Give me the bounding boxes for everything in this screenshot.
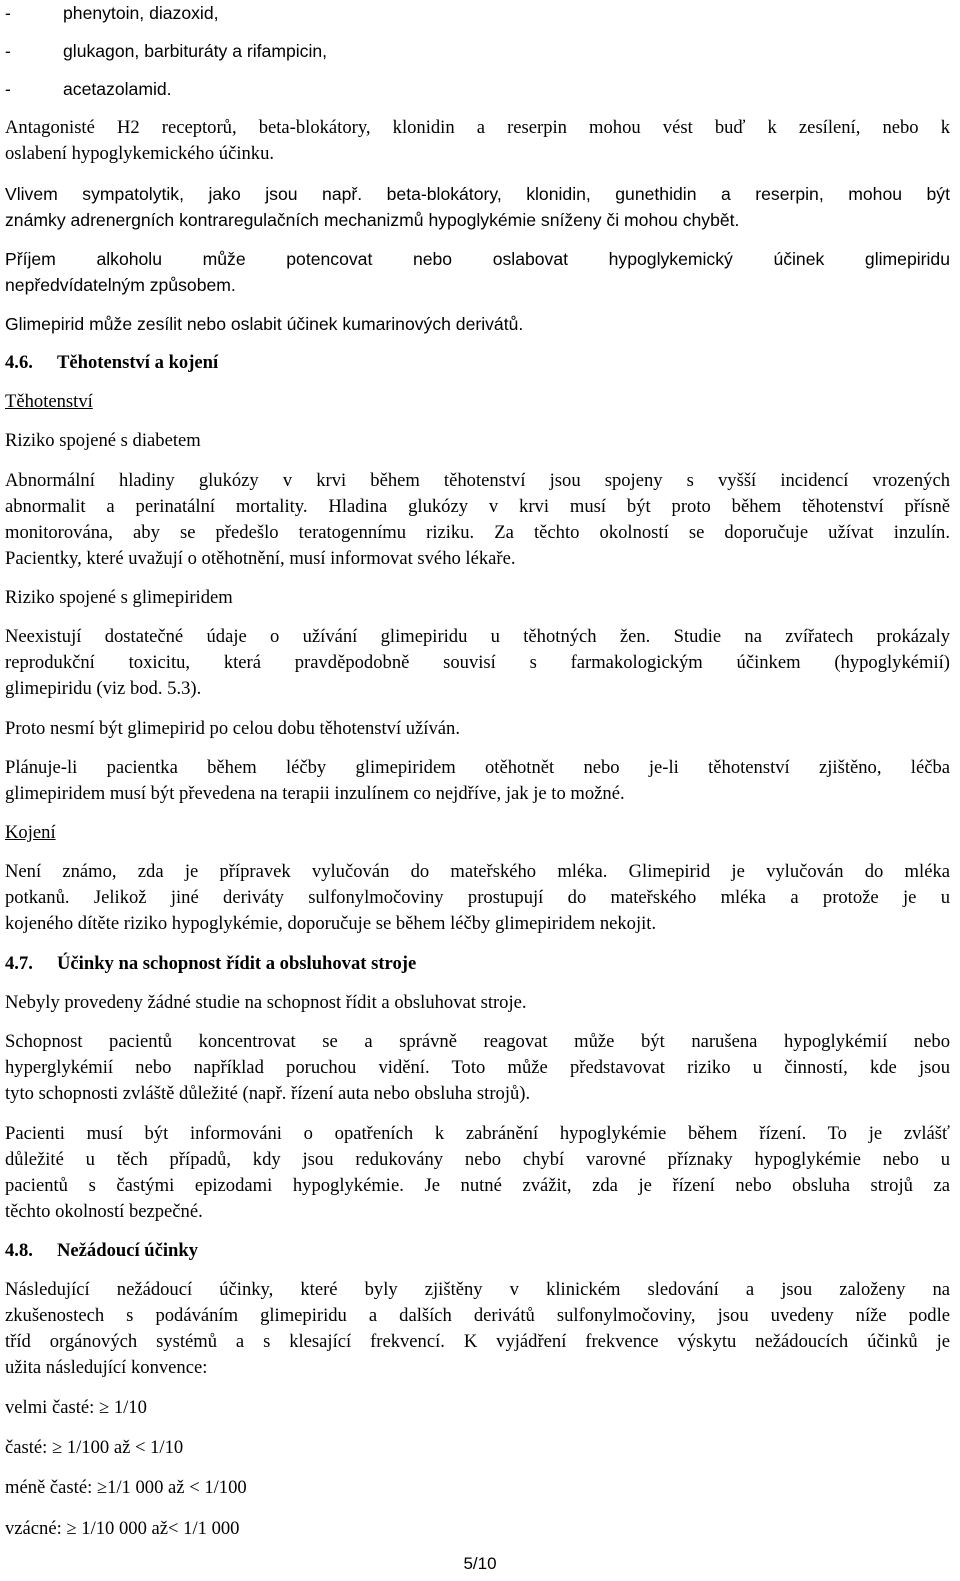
paragraph-line: potkanů. Jelikož jiné deriváty sulfonylmočoviny prostupují do mateřského mléka a protože je u <box>5 887 950 908</box>
paragraph-line: Plánuje-li pacientka během léčby glimepiridem otěhotnět nebo je-li těhotenství zjištěno, léčba <box>5 757 950 778</box>
section-heading: Těhotenství a kojení <box>57 352 219 373</box>
paragraph-line: reprodukční toxicitu, která pravděpodobně souvisí s farmakologickým účinkem (hypoglykémií) <box>5 652 950 673</box>
subsection-heading: Riziko spojené s glimepiridem <box>5 587 233 608</box>
subsection-heading: Těhotenství <box>5 391 93 412</box>
subsection-heading: Riziko spojené s diabetem <box>5 430 201 451</box>
paragraph-line: Antagonisté H2 receptorů, beta-blokátory, klonidin a reserpin mohou vést buď k zesílení, nebo k <box>5 117 950 138</box>
paragraph-line: Pacienti musí být informováni o opatřeních k zabránění hypoglykémie během řízení. To je zvlášť <box>5 1123 950 1144</box>
list-bullet-marker: - <box>5 41 11 61</box>
paragraph-line: Příjem alkoholu může potencovat nebo oslabovat hypoglykemický účinek glimepiridu <box>5 249 950 269</box>
page-number: 5/10 <box>463 1554 497 1573</box>
paragraph-line: důležité u těch případů, kdy jsou redukovány nebo chybí varovné příznaky hypoglykémie nebo u <box>5 1149 950 1170</box>
frequency-item: velmi časté: ≥ 1/10 <box>5 1397 147 1418</box>
paragraph-line: glimepiridu (viz bod. 5.3). <box>5 678 202 699</box>
subsection-heading: Kojení <box>5 822 56 843</box>
frequency-item: vzácné: ≥ 1/10 000 až< 1/1 000 <box>5 1518 240 1539</box>
list-item: acetazolamid. <box>63 79 172 99</box>
paragraph-line: Není známo, zda je přípravek vylučován do mateřského mléka. Glimepirid je vylučován do mléka <box>5 861 950 882</box>
list-item: phenytoin, diazoxid, <box>63 3 219 23</box>
paragraph-line: zkušenostech s podáváním glimepiridu a dalších derivátů sulfonylmočoviny, jsou uvedeny níže podle <box>5 1305 950 1326</box>
paragraph-line: Abnormální hladiny glukózy v krvi během těhotenství jsou spojeny s vyšší incidencí vrozených <box>5 470 950 491</box>
paragraph-line: tyto schopnosti zvláště důležité (např. řízení auta nebo obsluha strojů). <box>5 1083 531 1104</box>
paragraph-line: Neexistují dostatečné údaje o užívání glimepiridu u těhotných žen. Studie na zvířatech prokázaly <box>5 626 950 647</box>
paragraph-line: těchto okolností bezpečné. <box>5 1201 203 1222</box>
paragraph-line: glimepiridem musí být převedena na terapii inzulínem co nejdříve, jak je to možné. <box>5 783 625 804</box>
list-bullet-marker: - <box>5 79 11 99</box>
section-heading: Účinky na schopnost řídit a obsluhovat stroje <box>57 953 417 974</box>
section-number: 4.7. <box>5 953 33 974</box>
list-item: glukagon, barbituráty a rifampicin, <box>63 41 328 61</box>
paragraph-line: kojeného dítěte riziko hypoglykémie, doporučuje se během léčby glimepiridem nekojit. <box>5 913 657 934</box>
paragraph-line: Glimepirid může zesílit nebo oslabit účinek kumarinových derivátů. <box>5 314 524 334</box>
paragraph-line: tříd orgánových systémů a s klesající frekvencí. K vyjádření frekvence výskytu nežádoucích účinků je <box>5 1331 950 1352</box>
paragraph-line: abnormalit a perinatální mortality. Hladina glukózy v krvi musí být proto během těhotenství přísně <box>5 496 950 517</box>
paragraph-line: pacientů s častými epizodami hypoglykémie. Je nutné zvážit, zda je řízení nebo obsluha strojů za <box>5 1175 950 1196</box>
paragraph-line: užita následující konvence: <box>5 1357 208 1378</box>
section-heading: Nežádoucí účinky <box>57 1240 199 1261</box>
paragraph-line: Pacientky, které uvažují o otěhotnění, musí informovat svého lékaře. <box>5 548 516 569</box>
list-bullet-marker: - <box>5 3 11 23</box>
paragraph-line: Proto nesmí být glimepirid po celou dobu těhotenství užíván. <box>5 718 460 739</box>
paragraph-line: monitorována, aby se předešlo teratogennímu riziku. Za těchto okolností se doporučuje užívat inzulín. <box>5 522 950 543</box>
paragraph-line: Nebyly provedeny žádné studie na schopnost řídit a obsluhovat stroje. <box>5 992 527 1013</box>
frequency-item: méně časté: ≥1/1 000 až < 1/100 <box>5 1477 247 1498</box>
paragraph-line: Schopnost pacientů koncentrovat se a správně reagovat může být narušena hypoglykémií nebo <box>5 1031 950 1052</box>
paragraph-line: Následující nežádoucí účinky, které byly zjištěny v klinickém sledování a jsou založeny na <box>5 1279 950 1300</box>
paragraph-line: Vlivem sympatolytik, jako jsou např. beta-blokátory, klonidin, gunethidin a reserpin, mohou být <box>5 184 950 204</box>
paragraph-line: hyperglykémií nebo například poruchou vidění. Toto může představovat riziko u činností, kde jsou <box>5 1057 950 1078</box>
frequency-item: časté: ≥ 1/100 až < 1/10 <box>5 1437 184 1458</box>
paragraph-line: nepředvídatelným způsobem. <box>5 275 236 295</box>
section-number: 4.6. <box>5 352 33 373</box>
paragraph-line: známky adrenergních kontraregulačních mechanizmů hypoglykémie sníženy či mohou chybět. <box>5 210 740 230</box>
section-number: 4.8. <box>5 1240 33 1261</box>
paragraph-line: oslabení hypoglykemického účinku. <box>5 143 275 164</box>
